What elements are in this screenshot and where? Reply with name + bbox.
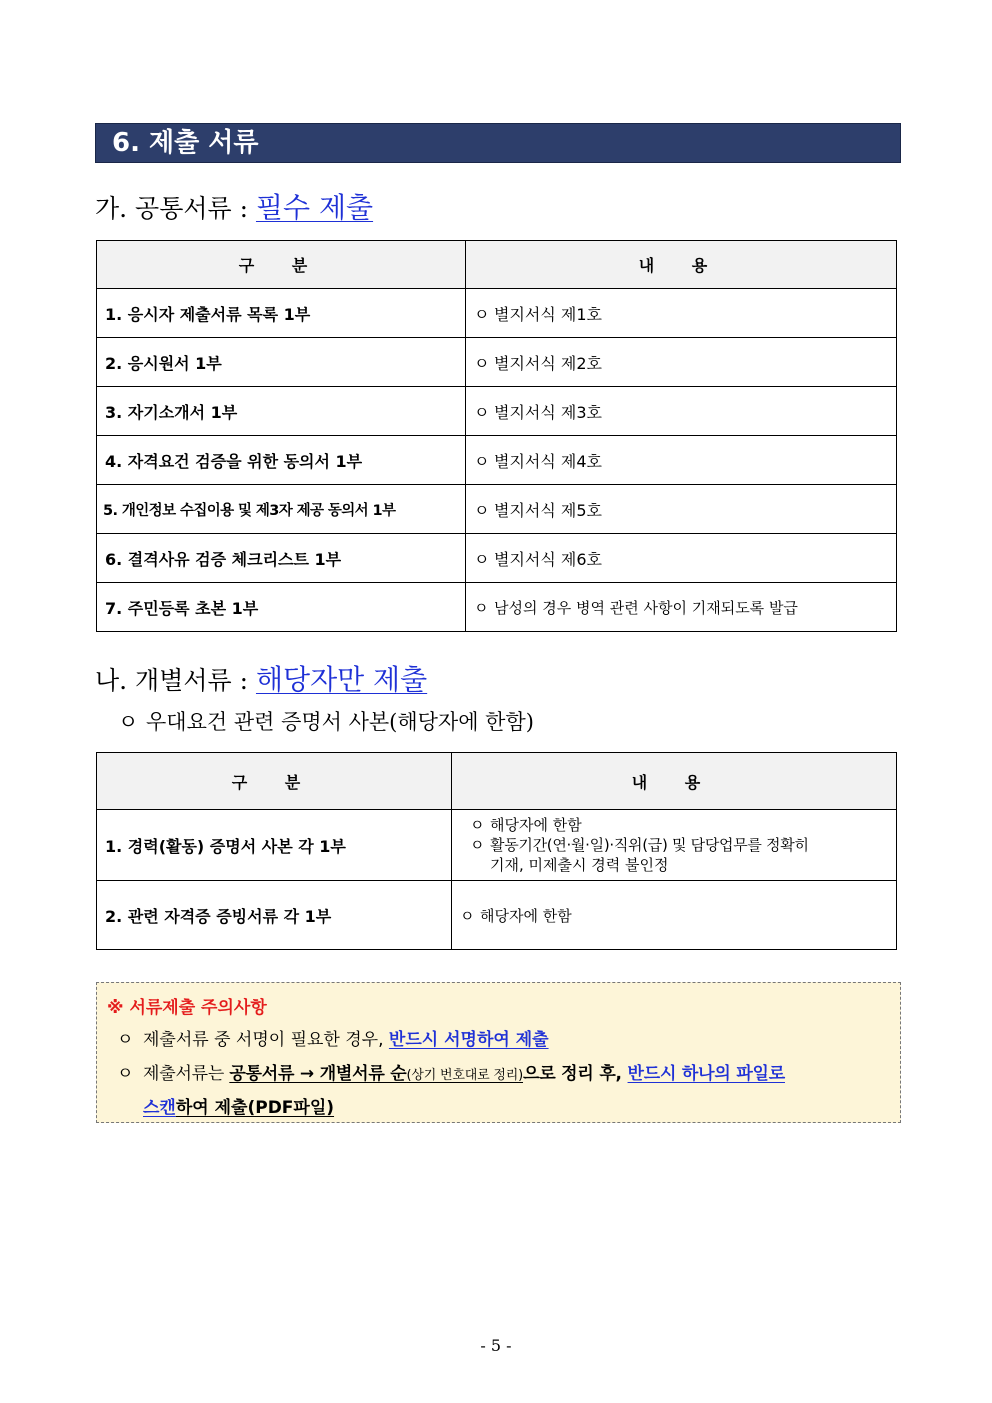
row-content-text: 별지서식 제4호 [494,451,603,471]
common-docs-table [96,240,897,632]
table-row [97,881,897,950]
table-row [97,810,897,881]
row-label: 5. 개인정보 수집이용 및 제3자 제공 동의서 1부 [97,485,466,534]
content-item-continuation: 기재, 미제출시 경력 불인정 [490,856,669,874]
row-label: 2. 관련 자격증 증빙서류 각 1부 [97,881,452,950]
row-label: 1. 경력(활동) 증명서 사본 각 1부 [97,810,452,881]
row-label: 7. 주민등록 초본 1부 [97,583,466,632]
content-item-text: 해당자에 한함 [490,816,582,834]
notice-title: ※ 서류제출 주의사항 [107,998,267,1018]
row-label: 2. 응시원서 1부 [97,338,466,387]
notice-line-2-emphasis: 반드시 하나의 파일로 [627,1064,785,1084]
row-content-text: 별지서식 제3호 [494,402,603,422]
row-content [466,289,897,338]
bullet-icon: ㅇ [118,710,139,734]
row-content [466,583,897,632]
bullet-icon: ㅇ [474,304,490,324]
notice-line-3-emphasis: 스캔 [143,1098,176,1118]
common-docs-heading-prefix: 가. 공통서류 : [95,194,256,223]
bullet-icon: ㅇ [117,1030,134,1050]
header-category: 구 분 [97,753,452,810]
table-header-row [97,241,897,289]
preferred-qualification-note [118,706,534,736]
row-label: 3. 자기소개서 1부 [97,387,466,436]
table-row [97,289,897,338]
row-content [466,338,897,387]
row-content [466,485,897,534]
bullet-icon: ㅇ [117,1064,134,1084]
section-title: 6. 제출 서류 [95,123,901,163]
row-label: 4. 자격요건 검증을 위한 동의서 1부 [97,436,466,485]
notice-line-2-text: 제출서류는 [143,1064,230,1084]
table-row [97,436,897,485]
row-content [466,534,897,583]
row-content [452,881,897,950]
notice-order-emphasis [229,1064,523,1084]
notice-line-2-middle: 으로 정리 후, [523,1064,628,1084]
table-row [97,583,897,632]
notice-line-3-rest: 하여 제출(PDF파일) [175,1098,335,1118]
table-row [97,387,897,436]
table-row [97,338,897,387]
notice-line-2 [117,1059,785,1084]
bullet-icon: ㅇ [474,353,490,373]
bullet-icon: ㅇ [474,451,490,471]
row-content [466,387,897,436]
table-row [97,485,897,534]
header-category: 구 분 [97,241,466,289]
notice-line-1 [117,1025,549,1050]
notice-order-note: (상기 번호대로 정리) [406,1068,524,1083]
submission-notice-box [96,982,901,1123]
row-content [466,436,897,485]
bullet-icon: ㅇ [460,906,475,925]
table-header-row [97,753,897,810]
row-content [452,810,897,881]
bullet-icon: ㅇ [474,402,490,422]
bullet-icon: ㅇ [474,549,490,569]
notice-line-3 [143,1093,334,1118]
row-label: 6. 결격사유 검증 체크리스트 1부 [97,534,466,583]
notice-order-text: 공통서류 → 개별서류 순 [229,1064,407,1084]
header-content: 내 용 [466,241,897,289]
notice-line-1-emphasis: 반드시 서명하여 제출 [388,1030,549,1050]
bullet-icon: ㅇ [470,816,485,834]
bullet-icon: ㅇ [474,598,489,617]
bullet-icon: ㅇ [470,836,485,854]
row-content-text: 남성의 경우 병역 관련 사항이 기재되도록 발급 [494,598,798,617]
individual-docs-heading-emphasis: 해당자만 제출 [255,663,428,696]
preferred-qualification-note-text: 우대요건 관련 증명서 사본(해당자에 한함) [146,710,534,734]
row-content-text: 별지서식 제6호 [494,549,603,569]
header-content: 내 용 [452,753,897,810]
content-item [470,835,888,855]
content-item-text: 해당자에 한함 [480,906,572,925]
row-content-text: 별지서식 제5호 [494,500,603,520]
common-docs-heading-emphasis: 필수 제출 [255,191,374,224]
content-item-text: 활동기간(연·월·일)·직위(급) 및 담당업무를 정확히 [490,836,809,854]
individual-docs-heading-prefix: 나. 개별서류 : [95,666,256,695]
individual-docs-table [96,752,897,950]
table-row [97,534,897,583]
notice-line-1-text: 제출서류 중 서명이 필요한 경우, [143,1030,389,1050]
individual-docs-heading [95,664,427,697]
page-number: - 5 - [480,1336,512,1355]
row-content-text: 별지서식 제1호 [494,304,603,324]
common-docs-heading [95,192,373,225]
bullet-icon: ㅇ [474,500,490,520]
row-label: 1. 응시자 제출서류 목록 1부 [97,289,466,338]
row-content-text: 별지서식 제2호 [494,353,603,373]
content-item [470,815,888,835]
